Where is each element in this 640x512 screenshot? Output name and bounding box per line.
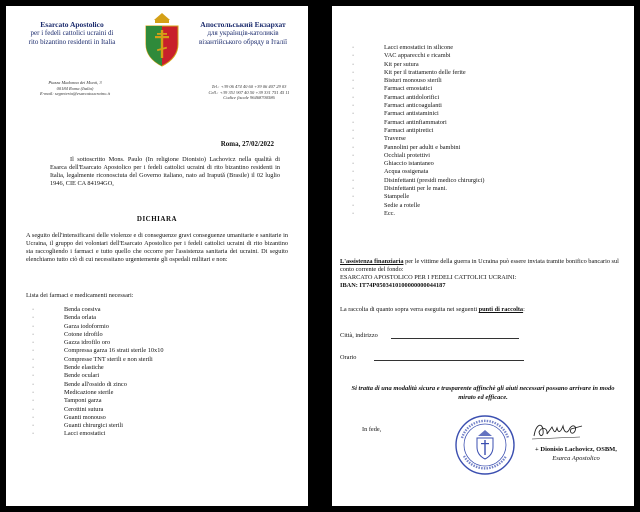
list-item: · Bende elastiche <box>32 364 164 372</box>
contact-cell: Cell.: +39 351 907 40 50 +39 331 751 45 11 <box>208 89 290 95</box>
list-item: · Stampelle <box>352 193 484 201</box>
hours-field <box>340 354 524 361</box>
list-item: · Lacci emostatici <box>32 430 164 438</box>
list-item: · Bisturi monouso sterili <box>352 77 484 85</box>
list-item: · Kit per sutura <box>352 61 484 69</box>
list-item: · Kit per il trattamento delle ferite <box>352 69 484 77</box>
collection-colon: : <box>523 306 525 313</box>
list-item: · Guanti monouso <box>32 414 164 422</box>
list-item: · Farmaci antinfiammatori <box>352 119 484 127</box>
iban: IBAN: IT74P0503410100000000044187 <box>340 282 446 289</box>
supply-list-left <box>32 306 164 439</box>
letter-page-2 <box>332 6 634 506</box>
collection-points <box>340 306 628 313</box>
list-item: · Gazza idrofilo oro <box>32 339 164 347</box>
letterhead-ukrainian-title: Апостольський Екзархат <box>200 20 286 29</box>
financial-assistance-text: per le vittime della guerra in Ucraina può essere inviata tramite bonifico bancario sul conto corrente del fondo: <box>340 258 619 273</box>
collection-text: La raccolta di quanto sopra verra eseguita nei seguenti <box>340 306 479 313</box>
letterhead-italian <box>20 20 124 47</box>
body-paragraph: A seguito dell'intensificarsi delle violenze e di conseguenze gravi conseguenze umanitarie e sanitarie in Ucraina, il gruppo dei volontari dell'Esarcato Apostolico per i fedeli cattolici ucraini di rito bizantino sta raccogliendo i farmaci e tutto quello che occorre per l'assistenza sanitaria dei ucraini. Di seguito elenchiamo tutto ciò di cui necessitano urgentemente gli ospedali militari e non: <box>26 232 288 263</box>
closing-statement: Si tratta di una modalità sicura e trasparente affinchè gli aiuti necessari possano arrivare in modo mirato ed efficace. <box>351 385 615 401</box>
contact-tel: Tel.: +39 06 474 40 60 +39 06 407 29 03 <box>211 84 287 89</box>
list-item: · Compressa garza 16 strati sterile 10x10 <box>32 347 164 355</box>
city-address-label: Città, indirizzo <box>340 332 378 339</box>
contact-fiscal-code: Codice fiscale 96468700586 <box>223 95 275 100</box>
list-item: · Medicazione sterile <box>32 389 164 397</box>
letterhead-italian-title: Esarcato Apostolico <box>40 20 104 29</box>
address-email: E-mail: segreteria@esarcatoucraino.it <box>39 91 111 96</box>
exarchate-crest-icon <box>142 12 182 68</box>
list-item: · Benda coesiva <box>32 306 164 314</box>
list-item: · Ghiaccio istantaneo <box>352 160 484 168</box>
letterhead-ukrainian-line2: для українців-католиків <box>207 29 279 37</box>
signer-name: + Dionisio Lachovicz, OSBM, <box>535 446 617 453</box>
letterhead-ukrainian <box>188 20 298 47</box>
list-item: · Farmaci anticoagulanti <box>352 102 484 110</box>
list-item: · Acqua ossigenata <box>352 168 484 176</box>
list-item: · Farmaci emostatici <box>352 85 484 93</box>
list-item: · Benda orlata <box>32 314 164 322</box>
declaration-heading: DICHIARA <box>136 215 178 223</box>
list-item: · Guanti chirurgici sterili <box>32 422 164 430</box>
letterhead-italian-line2: per i fedeli cattolici ucraini di <box>30 29 114 37</box>
letterhead-italian-line3: rito bizantino residenti in Italia <box>28 38 116 46</box>
hours-blank <box>374 354 524 361</box>
list-item: · Cotone idrofilo <box>32 331 164 339</box>
sign-off: In fede, <box>362 426 382 433</box>
city-address-field <box>340 332 519 339</box>
signer-block <box>526 446 626 463</box>
letter-page-1 <box>6 6 308 506</box>
contact-block <box>194 84 304 101</box>
list-item: · Sedie a rotelle <box>352 202 484 210</box>
list-item: · VAC apparecchi e ricambi <box>352 52 484 60</box>
list-item: · Garza iodoformio <box>32 323 164 331</box>
city-address-blank <box>391 332 519 339</box>
list-item: · Disinfettanti per le mani. <box>352 185 484 193</box>
letterhead-ukrainian-line3: візантійського обряду в Італії <box>198 38 288 46</box>
list-item: · Bende oculari <box>32 372 164 380</box>
list-item: · Traverse <box>352 135 484 143</box>
list-item: · Tamponi garza <box>32 397 164 405</box>
list-item: · Farmaci antistaminici <box>352 110 484 118</box>
list-item: · Cerottini sutura <box>32 406 164 414</box>
collection-label: punti di raccolta <box>478 306 524 313</box>
handwritten-signature-icon <box>530 418 586 442</box>
list-item: · Occhiali protettivi <box>352 152 484 160</box>
list-item: · Pannolini per adulti e bambini <box>352 144 484 152</box>
hours-label: Orario <box>340 354 357 361</box>
list-item: · Farmaci antipiretici <box>352 127 484 135</box>
address-block <box>20 80 130 97</box>
list-item: · Ecc. <box>352 210 484 218</box>
intro-paragraph: Il sottoscritto Mons. Paulo (In religione Dionisio) Lachovicz nella qualità di Esarca dell'Esarcato Apostolico per i fedeli cattolici ucraini di rito bizantino residenti in Italia, legalmente riconosciuta del Governo italiano, nato ad Irapută (Brasile) il 02 luglio 1946, CIE CA 84194GO, <box>50 156 280 187</box>
list-item: · Compresse TNT sterili e non sterili <box>32 356 164 364</box>
list-item: · Bende all'ossido di zinco <box>32 381 164 389</box>
account-name: ESARCATO APOSTOLICO PER I FEDELI CATTOLICI UCRAINI: <box>340 274 517 281</box>
address-city: 00184 Roma (Italia) <box>56 85 94 91</box>
address-street: Piazza Madonna dei Monti, 3 <box>48 80 102 85</box>
list-title: Lista dei farmaci e medicamenti necessari: <box>26 292 134 299</box>
official-stamp-icon <box>454 414 516 476</box>
financial-assistance <box>340 258 628 290</box>
signer-title: Esarca Apostolico <box>552 454 600 462</box>
list-item: · Disinfettanti (presidi medico chirurgici) <box>352 177 484 185</box>
list-item: · Farmaci antidolorifici <box>352 94 484 102</box>
supply-list-right <box>352 44 484 218</box>
letter-date: Roma, 27/02/2022 <box>220 140 274 148</box>
financial-assistance-label: L'assistenza finanziaria <box>340 258 404 265</box>
list-item: · Lacci emostatici in silicone <box>352 44 484 52</box>
